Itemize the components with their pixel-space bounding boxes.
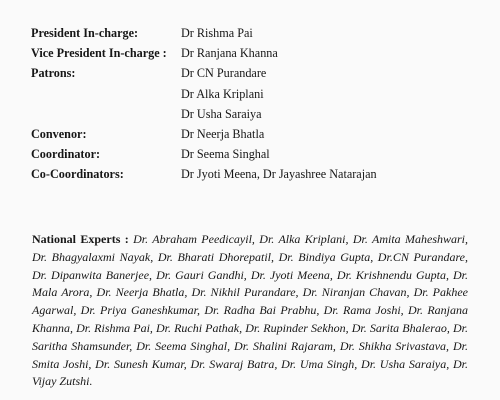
role-name: Dr Neerja Bhatla <box>181 127 265 142</box>
role-title: Convenor: <box>31 127 87 142</box>
role-row-vice-president <box>31 43 377 63</box>
role-title: Patrons: <box>31 66 76 81</box>
role-name: Dr Alka Kriplani <box>181 86 264 101</box>
national-experts-label: National Experts <box>32 232 121 246</box>
role-title: Co-Coordinators: <box>31 167 124 182</box>
role-name: Dr Usha Saraiya <box>181 106 262 121</box>
national-experts-paragraph <box>32 231 468 391</box>
role-name: Dr Rishma Pai <box>181 26 253 40</box>
role-row-president <box>31 23 377 43</box>
role-row-patrons <box>31 63 377 124</box>
role-name: Dr Seema Singhal <box>181 147 270 162</box>
role-name: Dr Ranjana Khanna <box>181 46 278 61</box>
role-row-convenor <box>31 124 377 144</box>
role-name: Dr Jyoti Meena, Dr Jayashree Natarajan <box>181 167 377 182</box>
role-name: Dr CN Purandare <box>181 66 267 81</box>
role-row-coordinator <box>31 144 377 164</box>
national-experts-separator: : <box>120 232 134 246</box>
role-title: Coordinator: <box>31 147 101 162</box>
national-experts-names: Dr. Abraham Peedicayil, Dr. Alka Kriplani, Dr. Amita Maheshwari, Dr. Bhagyalaxmi Nayak, Dr. Bharati Dhorepatil, Dr. Bindiya Gupta, Dr.CN Purandare, Dr. Dipanwita Banerjee, Dr. Gauri Gandhi, Dr. Jyoti Meena, Dr. Krishnendu Gupta, Dr. Mala Arora, Dr. Neerja Bhatla, Dr. Nikhil Purandare, Dr. Niranjan Chavan, Dr. Pakhee Agarwal, Dr. Priya Ganeshkumar, Dr. Radha Bai Prabhu, Dr. Rama Joshi, Dr. Ranjana Khanna, Dr. Rishma Pai, Dr. Ruchi Pathak, Dr. Rupinder Sekhon, Dr. Sarita Bhalerao, Dr. Saritha Shamsunder, Dr. Seema Singhal, Dr. Shalini Rajaram, Dr. Shikha Srivastava, Dr. Smita Joshi, Dr. Sunesh Kumar, Dr. Swaraj Batra, Dr. Uma Singh, Dr. Usha Saraiya, Dr. Vijay Zutshi. <box>32 232 469 389</box>
role-row-co-coordinators <box>31 164 377 184</box>
office-bearers-list <box>31 23 377 185</box>
role-title: President In-charge: <box>31 26 139 40</box>
role-title: Vice President In-charge : <box>31 46 167 61</box>
